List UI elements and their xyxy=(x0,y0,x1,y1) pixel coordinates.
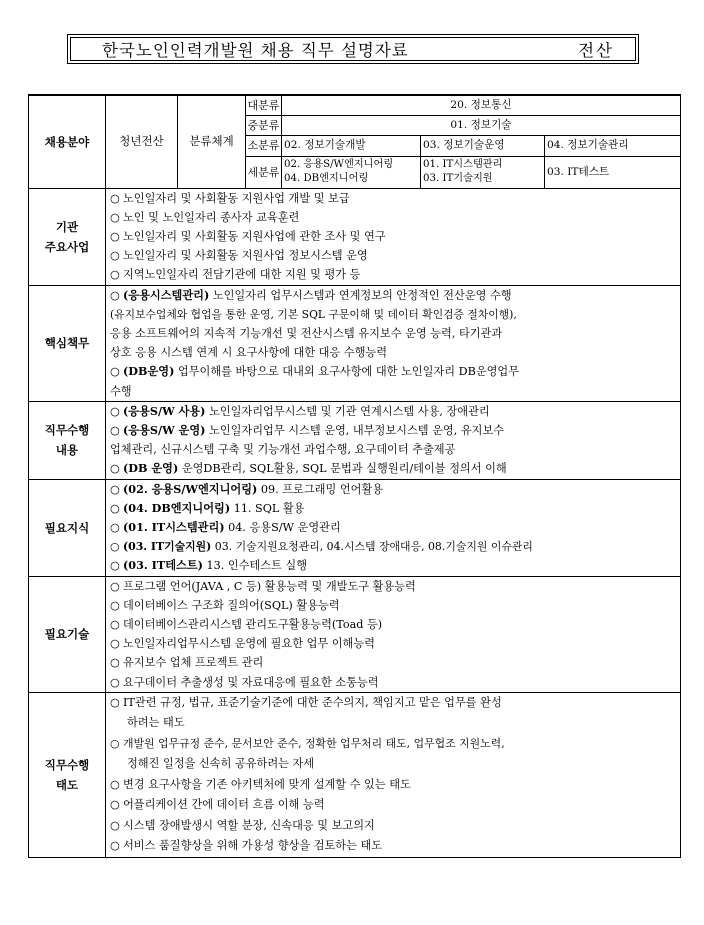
document-title-box xyxy=(67,34,639,64)
list-item-continued: 응용 소프트웨어의 지속적 기능개선 및 전산시스템 유지보수 운영 능력, 타기관과 xyxy=(110,327,503,341)
list-item: ○ 프로그램 언어(JAVA , C 등) 활용능력 및 개발도구 활용능력 xyxy=(110,579,416,593)
business-label xyxy=(29,188,106,285)
list-item: ○ 서비스 품질향상을 위해 가용성 향상을 검토하는 태도 xyxy=(110,839,383,853)
list-item-continued: 상호 응용 시스템 연계 시 요구사항에 대한 대응 수행능력 xyxy=(110,346,388,360)
sub-value: 01. IT시스템관리 xyxy=(423,159,503,171)
list-item: ○ 변경 요구사항을 기존 아키텍처에 맞게 설계할 수 있는 태도 xyxy=(110,777,411,791)
list-item: ○ 요구데이터 추출생성 및 자료대응에 필요한 소통능력 xyxy=(110,675,379,689)
list-item: ○ (DB운영) 업무이해를 바탕으로 대내외 요구사항에 대한 노인일자리 DB운영업무 xyxy=(110,364,520,379)
list-item: ○ 어플리케이션 간에 데이터 흐름 이해 능력 xyxy=(110,798,325,812)
minor-value-1: 02. 정보기술개발 xyxy=(282,136,421,156)
list-item: ○ 지역노인일자리 전담기관에 대한 지원 및 평가 등 xyxy=(110,268,361,282)
knowledge-items xyxy=(106,479,681,576)
list-item: ○ 개발원 업무규정 준수, 문서보안 준수, 정확한 업무처리 태도, 업무협조 지원노력, xyxy=(110,736,505,750)
list-item: ○ (응용S/W 운영) 노인일자리업무 시스템 운영, 내부정보시스템 운영, 유지보수 xyxy=(110,423,505,438)
core-label: 핵심책무 xyxy=(29,285,106,401)
attitude-items xyxy=(106,692,681,857)
job-category: 전산 xyxy=(578,41,614,60)
list-item: ○ (01. IT시스템관리) 04. 응용S/W 운영관리 xyxy=(110,520,341,535)
list-item: ○ 데이터베이스관리시스템 관리도구활용능력(Toad 등) xyxy=(110,618,383,632)
list-item: ○ (응용S/W 사용) 노인일자리업무시스템 및 기관 연계시스템 사용, 장애관리 xyxy=(110,403,490,418)
middle-value: 01. 정보기술 xyxy=(282,116,681,136)
list-item: ○ (DB 운영) 운영DB관리, SQL활용, SQL 문법과 실행원리/테이블 정의서 이해 xyxy=(110,461,507,476)
document-title: 한국노인인력개발원 채용 직무 설명자료 xyxy=(102,41,409,60)
skills-items xyxy=(106,576,681,692)
content-label-line: 직무수행 xyxy=(44,423,90,438)
list-item: ○ 노인일자리 및 사회활동 지원사업에 관한 조사 및 연구 xyxy=(110,230,386,244)
minor-value-3: 04. 정보기술관리 xyxy=(545,136,681,156)
sub-value: 03. IT기술지원 xyxy=(423,173,493,185)
business-label-line: 기관 xyxy=(55,219,79,234)
skills-label: 필요기술 xyxy=(29,576,106,692)
content-label xyxy=(29,401,106,479)
list-item-continued: 정해진 일정을 신속히 공유하려는 자세 xyxy=(127,757,315,771)
sub-value: 02. 응용S/W엔지니어링 xyxy=(284,159,394,171)
list-item: ○ 노인 및 노인일자리 종사자 교육훈련 xyxy=(110,210,300,224)
list-item: ○ 유지보수 업체 프로젝트 관리 xyxy=(110,656,264,670)
list-item: ○ (04. DB엔지니어링) 11. SQL 활용 xyxy=(110,500,305,515)
list-item: ○ (03. IT테스트) 13. 인수테스트 실행 xyxy=(110,558,308,573)
list-item-continued: 하려는 태도 xyxy=(127,716,185,730)
field-label: 채용분야 xyxy=(29,95,106,188)
attitude-label xyxy=(29,692,106,857)
minor-label: 소분류 xyxy=(246,136,282,156)
attitude-label-line: 태도 xyxy=(55,777,79,792)
list-item: ○ 노인일자리 및 사회활동 지원사업 개발 및 보급 xyxy=(110,191,350,205)
list-item: ○ (03. IT기술지원) 03. 기술지원요청관리, 04.시스템 장애대응, 08.기술지원 이슈관리 xyxy=(110,540,533,554)
minor-value-2: 03. 정보기술운영 xyxy=(421,136,545,156)
list-item: ○ 노인일자리 및 사회활동 지원사업 정보시스템 운영 xyxy=(110,249,368,263)
content-items xyxy=(106,401,681,479)
knowledge-label: 필요지식 xyxy=(29,479,106,576)
content-label-line: 내용 xyxy=(55,443,79,458)
business-label-line: 주요사업 xyxy=(44,239,90,254)
list-item-continued: (유지보수업체와 협업을 통한 운영, 기본 SQL 구문이해 및 데이터 확인검증 절차이행), xyxy=(110,307,517,321)
sub-value-col3: 03. IT테스트 xyxy=(545,156,681,188)
sub-label: 세분류 xyxy=(246,156,282,188)
middle-label: 중분류 xyxy=(246,116,282,136)
attitude-label-line: 직무수행 xyxy=(44,757,90,772)
list-item-continued: 업체관리, 신규시스템 구축 및 기능개선 과업수행, 요구데이터 추출제공 xyxy=(110,443,456,457)
list-item: ○ (응용시스템관리) 노인일자리 업무시스템과 연계정보의 안정적인 전산운영 수행 xyxy=(110,287,512,302)
list-item: ○ IT관련 규정, 법규, 표준기술기준에 대한 준수의지, 책임지고 맡은 업무를 완성 xyxy=(110,695,502,709)
job-description-table xyxy=(28,94,681,858)
system-label: 분류체계 xyxy=(178,95,246,188)
list-item: ○ 노인일자리업무시스템 운영에 필요한 업무 이해능력 xyxy=(110,637,375,651)
sub-value: 04. DB엔지니어링 xyxy=(284,173,369,185)
major-value: 20. 정보통신 xyxy=(282,95,681,116)
list-item: ○ (02. 응용S/W엔지니어링) 09. 프로그래밍 언어활용 xyxy=(110,481,384,496)
major-label: 대분류 xyxy=(246,95,282,116)
list-item: ○ 시스템 장애발생시 역할 분장, 신속대응 및 보고의지 xyxy=(110,818,375,832)
list-item-continued: 수행 xyxy=(110,384,132,398)
list-item: ○ 데이터베이스 구조화 질의어(SQL) 활용능력 xyxy=(110,598,340,612)
business-items xyxy=(106,188,681,285)
sub-values-col2 xyxy=(421,156,545,188)
sub-values-col1 xyxy=(282,156,421,188)
core-items xyxy=(106,285,681,401)
field-value: 청년전산 xyxy=(106,95,178,188)
